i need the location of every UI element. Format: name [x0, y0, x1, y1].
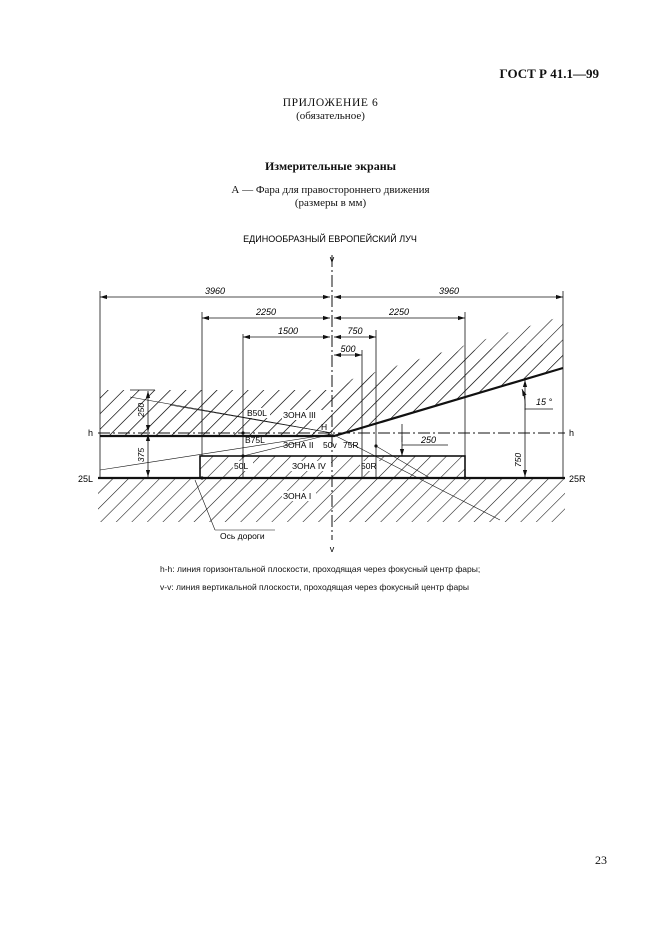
label-B75L: B75L — [245, 435, 265, 445]
label-25L: 25L — [78, 474, 94, 484]
label-B50L: B50L — [247, 408, 267, 418]
dim-right-3960: 3960 — [438, 286, 460, 296]
units-note: (размеры в мм) — [294, 197, 367, 209]
diagram-title: ЕДИНООБРАЗНЫЙ ЕВРОПЕЙСКИЙ ЛУЧ — [243, 234, 417, 244]
label-50V: 50v — [323, 440, 337, 450]
label-H: H — [321, 422, 328, 432]
dim-left-3960: 3960 — [204, 286, 226, 296]
road-axis-label: Ось дороги — [220, 531, 265, 541]
section-subtitle: А — Фара для правостороннего движения — [231, 184, 430, 196]
dim-750-top: 750 — [347, 326, 363, 336]
zone-I-label: ЗОНА I — [283, 491, 312, 501]
h-label-right: h — [569, 428, 575, 438]
document-code: ГОСТ Р 41.1—99 — [499, 66, 599, 81]
angle-15: 15 ° — [536, 397, 553, 407]
note-hh: h-h: линия горизонтальной плоскости, проходящая через фокусный центр фары; — [160, 564, 481, 574]
zone-II-label: ЗОНА II — [283, 440, 314, 450]
note-vv: v-v: линия вертикальной плоскости, проходящая через фокусный центр фары — [160, 582, 470, 592]
h-label-left: h — [88, 428, 94, 438]
zone-IV-label: ЗОНА IV — [292, 461, 326, 471]
appendix-status: (обязательное) — [296, 110, 365, 122]
label-50L: 50L — [234, 461, 249, 471]
appendix-title: ПРИЛОЖЕНИЕ 6 — [282, 97, 379, 109]
label-75R: 75R — [343, 440, 359, 450]
dim-750-right: 750 — [513, 452, 523, 468]
dim-500: 500 — [340, 344, 356, 354]
dim-right-2250: 2250 — [388, 307, 410, 317]
page-number: 23 — [595, 853, 607, 867]
section-title: Измерительные экраны — [264, 159, 397, 173]
label-25R: 25R — [569, 474, 586, 484]
zone-III-label: ЗОНА III — [283, 410, 316, 420]
dim-left-2250: 2250 — [255, 307, 277, 317]
dim-1500: 1500 — [277, 326, 299, 336]
dim-250-right: 250 — [421, 435, 437, 445]
v-label-top: v — [329, 254, 335, 264]
dim-250-left: 250 — [136, 402, 146, 418]
dim-375: 375 — [136, 447, 146, 463]
label-50R: 50R — [361, 461, 377, 471]
v-label-bottom: v — [329, 544, 335, 554]
